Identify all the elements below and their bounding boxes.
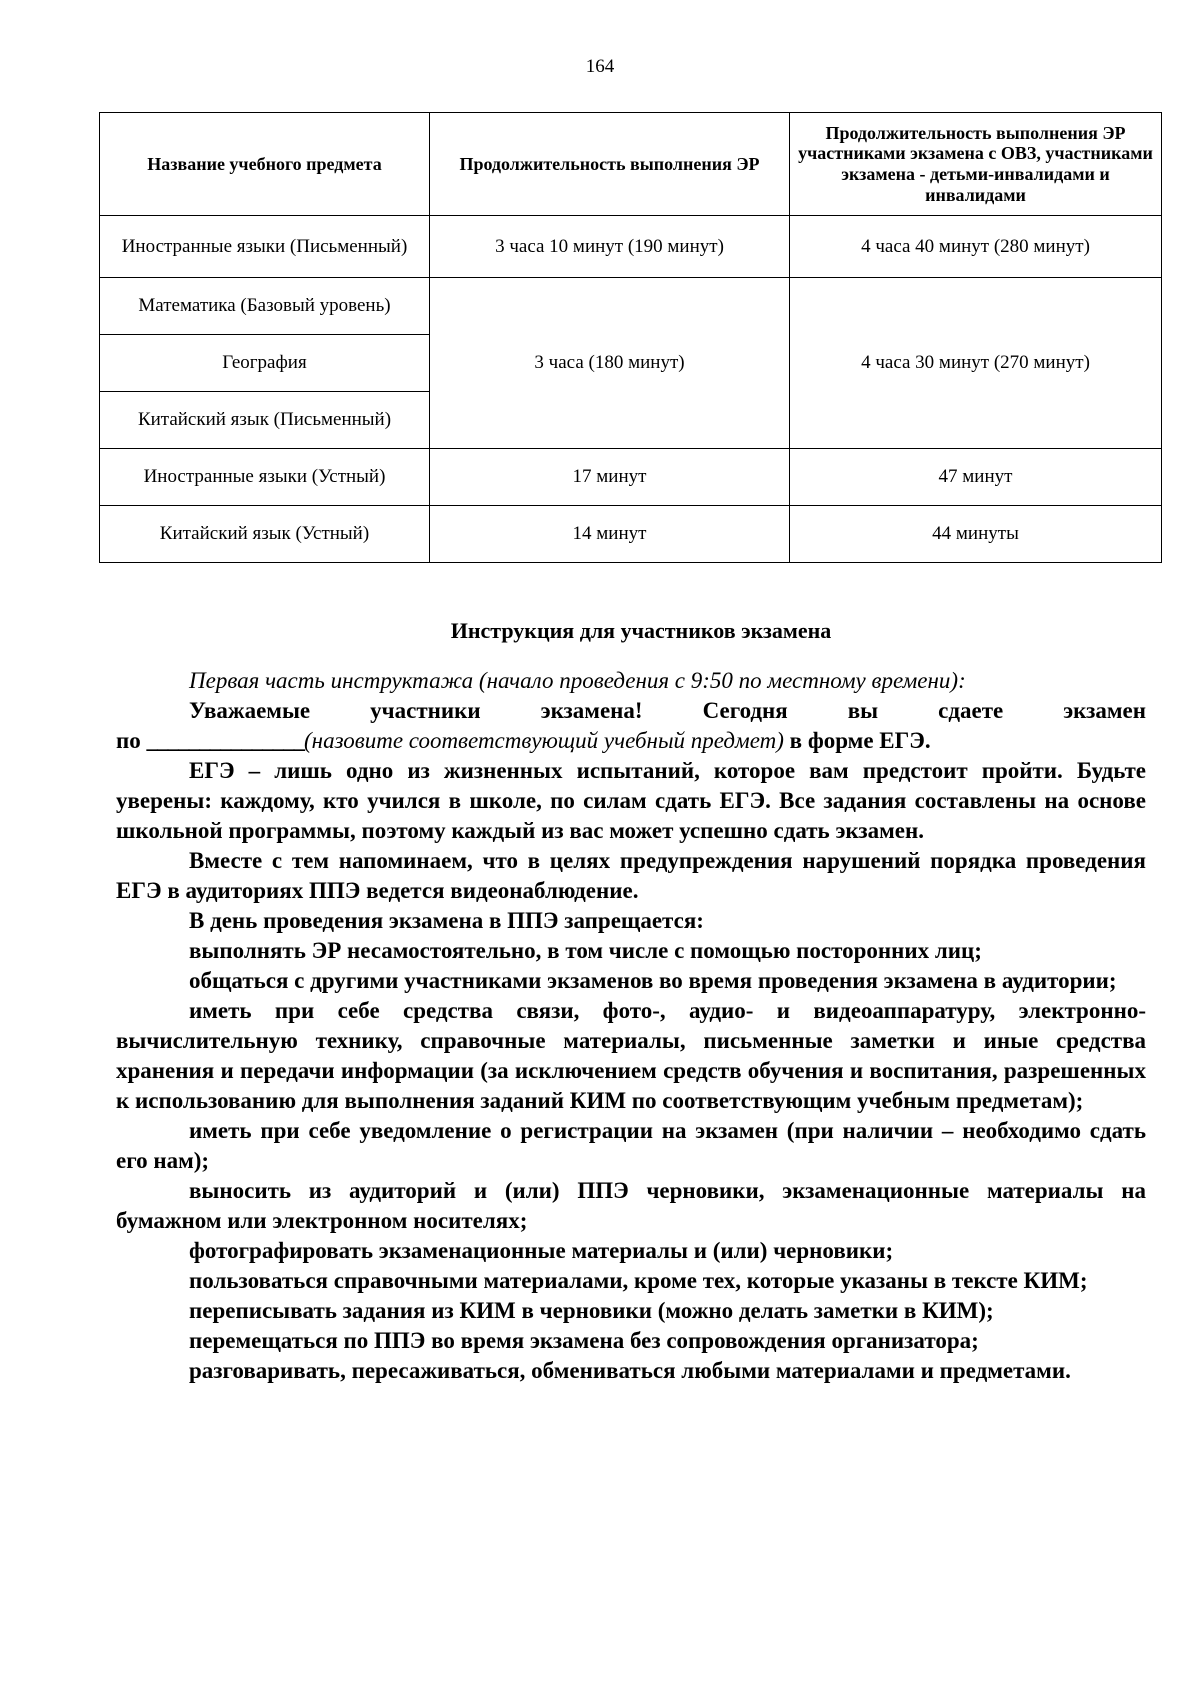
subject-cell: Математика (Базовый уровень) bbox=[100, 278, 430, 335]
duration-ovz-cell: 4 часа 30 минут (270 минут) bbox=[790, 278, 1162, 449]
prohibited-item: выполнять ЭР несамостоятельно, в том числе с помощью посторонних лиц; bbox=[189, 938, 982, 963]
subject-hint: (назовите соответствующий учебный предмет) bbox=[304, 728, 784, 753]
duration-ovz-cell: 47 минут bbox=[790, 449, 1162, 506]
table-row bbox=[100, 449, 1162, 506]
greeting-line: Уважаемые участники экзамена! Сегодня вы сдаете экзамен bbox=[189, 698, 1146, 723]
table-row bbox=[100, 216, 1162, 278]
exam-duration-table bbox=[99, 112, 1162, 563]
prohibited-item: разговаривать, пересаживаться, обмениваться любыми материалами и предметами. bbox=[189, 1358, 1071, 1383]
prohibited-item: иметь при себе уведомление о регистрации на экзамен (при наличии – необходимо сдать его нам); bbox=[116, 1118, 1146, 1173]
po-word: по bbox=[116, 728, 141, 753]
prohibited-item: общаться с другими участниками экзаменов во время проведения экзамена в аудитории; bbox=[189, 968, 1117, 993]
subject-blank: _______________ bbox=[146, 728, 305, 753]
header-subject: Название учебного предмета bbox=[100, 113, 430, 216]
paragraph-video: Вместе с тем напоминаем, что в целях предупреждения нарушений порядка проведения ЕГЭ в аудиториях ППЭ ведется видеонаблюдение. bbox=[116, 848, 1146, 903]
subject-cell: География bbox=[100, 335, 430, 392]
prohibited-item: перемещаться по ППЭ во время экзамена без сопровождения организатора; bbox=[189, 1328, 979, 1353]
instruction-title: Инструкция для участников экзамена bbox=[450, 618, 832, 643]
subject-cell: Китайский язык (Письменный) bbox=[100, 392, 430, 449]
subject-cell: Иностранные языки (Устный) bbox=[100, 449, 430, 506]
duration-cell: 17 минут bbox=[430, 449, 790, 506]
page-number: 164 bbox=[585, 56, 615, 77]
prohibited-item: пользоваться справочными материалами, кроме тех, которые указаны в тексте КИМ; bbox=[189, 1268, 1088, 1293]
prohibited-item: иметь при себе средства связи, фото-, аудио- и видеоаппаратуру, электронно-вычислительную технику, справочные материалы, письменные заметки и иные средства хранения и передачи информации (за исключением средств обучения и воспитания, разрешенных к использованию для выполнения заданий КИМ по соответствующим учебным предметам); bbox=[116, 998, 1146, 1113]
header-duration-ovz: Продолжительность выполнения ЭР участниками экзамена с ОВЗ, участниками экзамена - детьми-инвалидами и инвалидами bbox=[790, 113, 1162, 216]
subject-line bbox=[116, 726, 1146, 756]
prohibited-intro: В день проведения экзамена в ППЭ запрещается: bbox=[189, 908, 704, 933]
duration-cell: 14 минут bbox=[430, 506, 790, 563]
paragraph-ege: ЕГЭ – лишь одно из жизненных испытаний, которое вам предстоит пройти. Будьте уверены: каждому, кто учился в школе, по силам сдать ЕГЭ. Все задания составлены на основе школьной программы, поэтому каждый из вас может успешно сдать экзамен. bbox=[116, 758, 1146, 843]
prohibited-item: переписывать задания из КИМ в черновики (можно делать заметки в КИМ); bbox=[189, 1298, 994, 1323]
subject-cell: Китайский язык (Устный) bbox=[100, 506, 430, 563]
prohibited-item: фотографировать экзаменационные материалы и (или) черновики; bbox=[189, 1238, 894, 1263]
prohibited-item: выносить из аудиторий и (или) ППЭ черновики, экзаменационные материалы на бумажном или электронном носителях; bbox=[116, 1178, 1146, 1233]
table-row bbox=[100, 278, 1162, 335]
duration-ovz-cell: 44 минуты bbox=[790, 506, 1162, 563]
duration-cell: 3 часа 10 минут (190 минут) bbox=[430, 216, 790, 278]
form-suffix: в форме ЕГЭ. bbox=[783, 728, 931, 753]
duration-cell: 3 часа (180 минут) bbox=[430, 278, 790, 449]
header-duration: Продолжительность выполнения ЭР bbox=[430, 113, 790, 216]
instruction-intro: Первая часть инструктажа (начало проведения с 9:50 по местному времени): bbox=[189, 668, 966, 693]
table-row bbox=[100, 506, 1162, 563]
duration-ovz-cell: 4 часа 40 минут (280 минут) bbox=[790, 216, 1162, 278]
instruction-section bbox=[116, 616, 1146, 1386]
table-header-row bbox=[100, 113, 1162, 216]
subject-cell: Иностранные языки (Письменный) bbox=[100, 216, 430, 278]
